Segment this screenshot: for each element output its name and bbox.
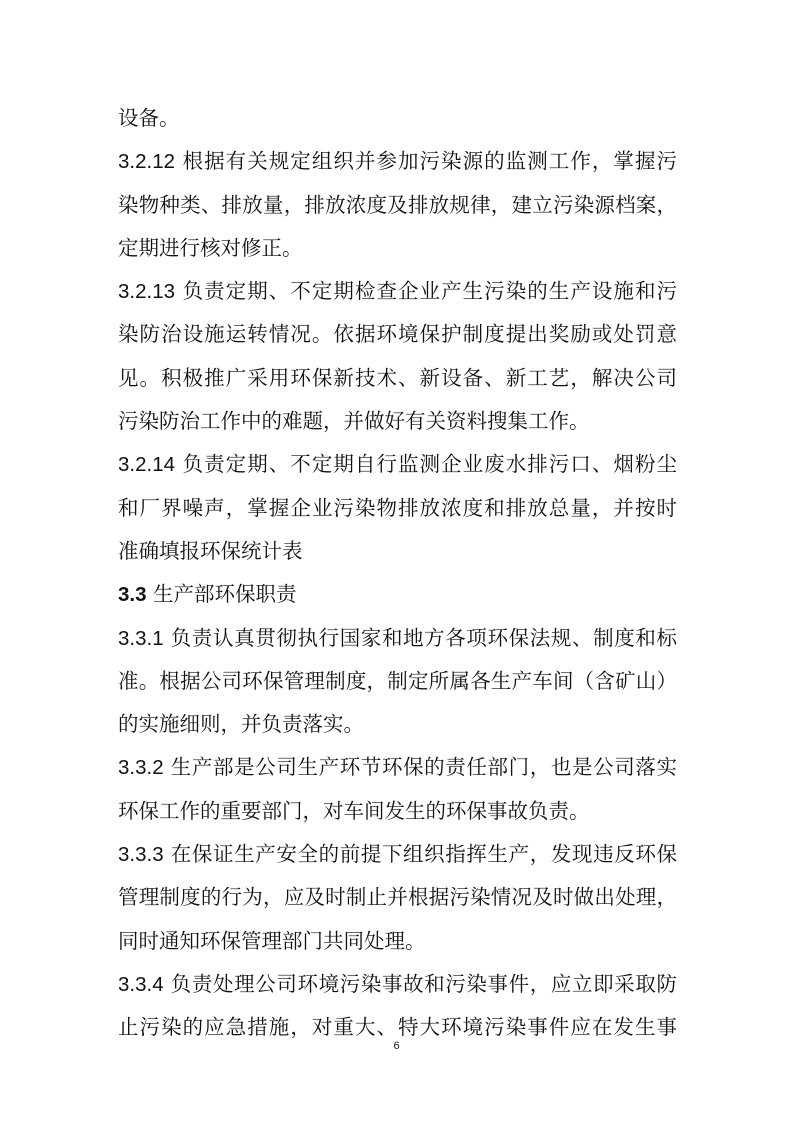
section-number: 3.3 [118,583,147,607]
line-text: 根据有关规定组织并参加污染源的监测工作，掌握污 [182,149,677,174]
paragraph-line [118,140,677,183]
paragraph-line [118,746,677,789]
paragraph-line [118,617,677,660]
paragraph-line [118,876,677,919]
line-text: 准。根据公司环保管理制度，制定所属各生产车间（含矿山） [118,668,677,693]
section-title: 生产部环保职责 [153,582,297,607]
clause-number: 3.2.12 [118,150,175,174]
line-text: 负责定期、不定期检查企业产生污染的生产设施和污 [182,279,677,304]
paragraph-line [118,487,677,530]
clause-number: 3.2.13 [118,280,175,304]
line-text: 的实施细则，并负责落实。 [118,712,364,737]
document-body [118,97,677,1050]
paragraph-line [118,313,677,356]
clause-number: 3.3.4 [118,972,164,996]
line-text: 定期进行核对修正。 [118,235,303,260]
line-text: 污染防治工作中的难题，并做好有关资料搜集工作。 [118,409,590,434]
paragraph-line [118,270,677,313]
line-text: 和厂界噪声，掌握企业污染物排放浓度和排放总量，并按时 [118,495,677,520]
paragraph-line [118,920,677,963]
line-text: 见。积极推广采用环保新技术、新设备、新工艺，解决公司 [118,365,677,390]
line-text: 负责处理公司环境污染事故和污染事件，应立即采取防 [170,971,677,996]
line-text: 染物种类、排放量，排放浓度及排放规律，建立污染源档案， [118,192,677,217]
paragraph-line [118,227,677,270]
line-text: 设备。 [118,106,180,130]
clause-number: 3.3.1 [118,626,164,650]
line-text: 管理制度的行为，应及时制止并根据污染情况及时做出处理， [118,885,677,910]
line-text: 同时通知环保管理部门共同处理。 [118,928,426,953]
line-text: 环保工作的重要部门，对车间发生的环保事故负责。 [118,798,590,823]
section-heading [118,573,677,616]
paragraph-line [118,184,677,227]
clause-number: 3.2.14 [118,453,175,477]
line-text: 染防治设施运转情况。依据环境保护制度提出奖励或处罚意 [118,322,677,347]
paragraph-line [118,963,677,1006]
paragraph-line [118,400,677,443]
paragraph-line [118,530,677,573]
paragraph-line [118,660,677,703]
paragraph-line [118,443,677,486]
paragraph-line [118,790,677,833]
paragraph-line [118,357,677,400]
clause-number: 3.3.3 [118,843,164,867]
line-text: 生产部是公司生产环节环保的责任部门，也是公司落实 [170,755,677,780]
clause-number: 3.3.2 [118,756,164,780]
line-text: 负责定期、不定期自行监测企业废水排污口、烟粉尘 [182,452,677,477]
line-text: 准确填报环保统计表 [118,538,303,563]
line-text: 止污染的应急措施，对重大、特大环境污染事件应在发生事 [118,1015,677,1040]
paragraph-line [118,703,677,746]
line-text: 负责认真贯彻执行国家和地方各项环保法规、制度和标 [170,625,677,650]
line-text: 在保证生产安全的前提下组织指挥生产，发现违反环保 [170,842,677,867]
paragraph-line [118,833,677,876]
paragraph-line [118,97,677,140]
page-number: 6 [393,1040,400,1052]
